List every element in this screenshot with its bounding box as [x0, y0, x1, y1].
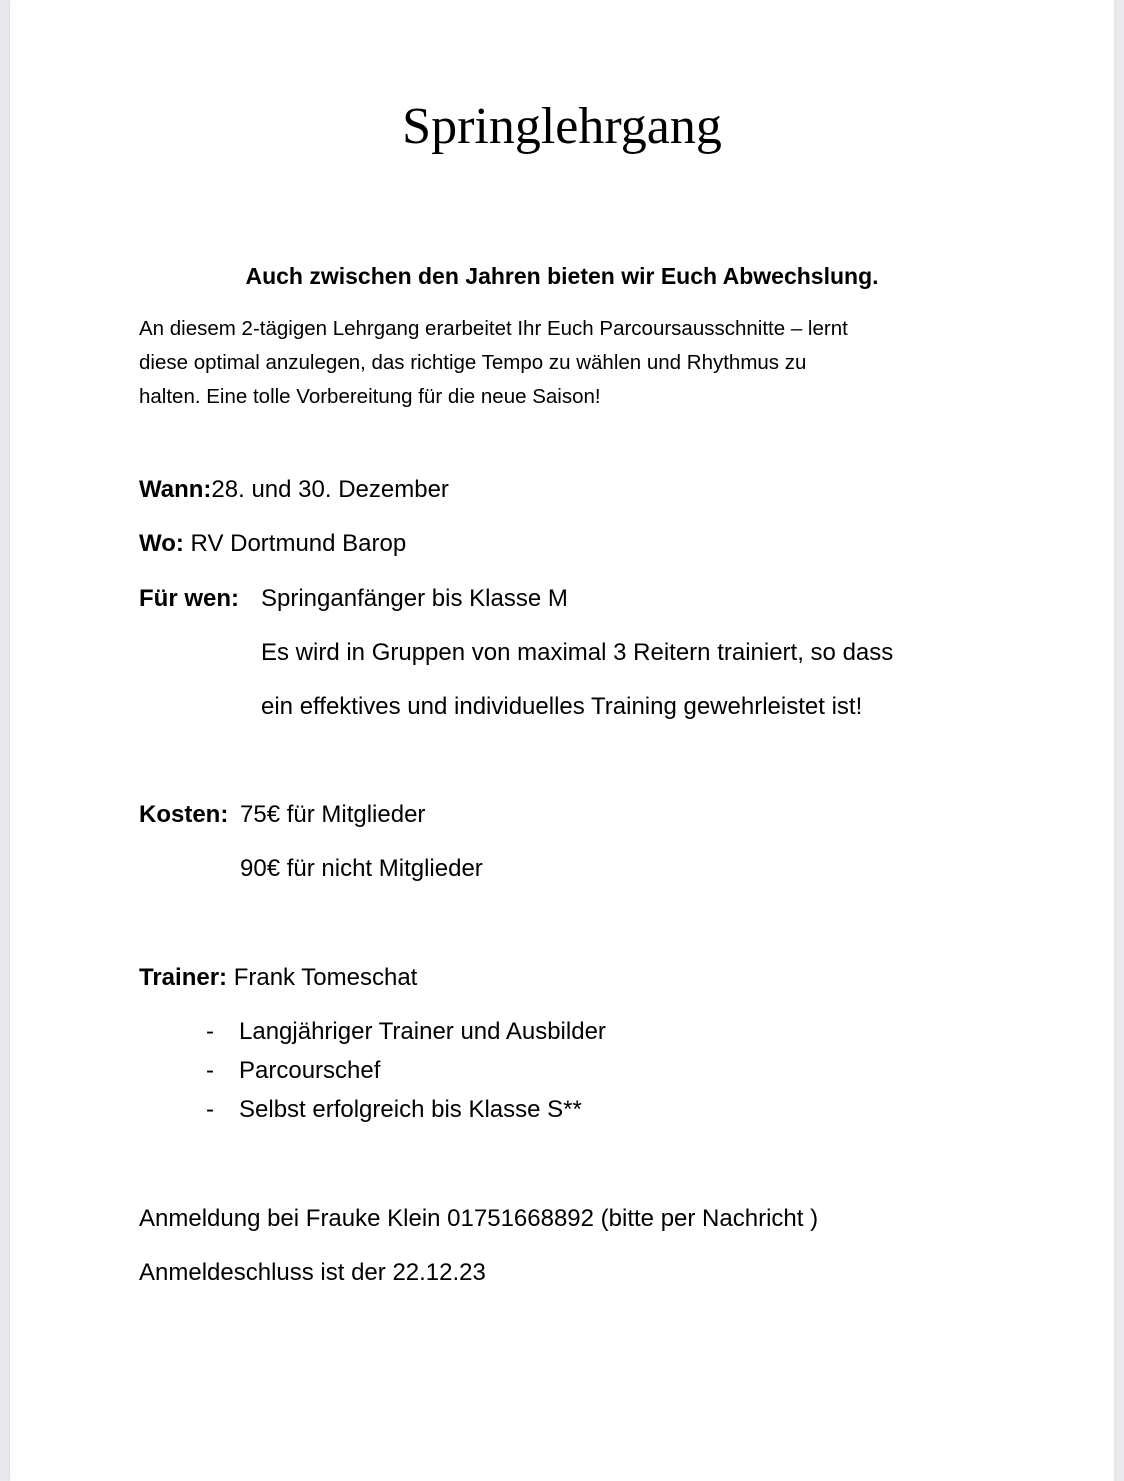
for-whom-note-line: Es wird in Gruppen von maximal 3 Reitern trainiert, so dass: [261, 639, 894, 666]
when-row: [139, 473, 449, 507]
document-page: [10, 0, 1114, 1481]
list-item: [206, 1054, 380, 1088]
when-value: 28. und 30. Dezember: [211, 476, 449, 503]
for-whom-label: Für wen:: [139, 585, 239, 612]
deadline-text: Anmeldeschluss ist der 22.12.23: [139, 1259, 486, 1286]
costs-row: [139, 798, 228, 832]
subtitle: Auch zwischen den Jahren bieten wir Euch Abwechslung.: [245, 263, 879, 289]
intro-paragraph: [139, 312, 848, 414]
where-row: [139, 527, 406, 561]
where-value: RV Dortmund Barop: [183, 530, 407, 557]
for-whom-row: [139, 582, 239, 616]
costs-non-members: 90€ für nicht Mitglieder: [240, 855, 483, 882]
when-label: Wann:: [139, 476, 212, 503]
for-whom-value: Springanfänger bis Klasse M: [261, 585, 568, 612]
costs-members: 75€ für Mitglieder: [240, 801, 426, 828]
trainer-label: Trainer:: [139, 964, 228, 991]
list-item-text: Selbst erfolgreich bis Klasse S**: [239, 1096, 582, 1123]
for-whom-note-line: ein effektives und individuelles Training gewehrleistet ist!: [261, 693, 863, 720]
bullet-dash: -: [206, 1018, 214, 1045]
where-label: Wo:: [139, 530, 184, 557]
bullet-dash: -: [206, 1057, 214, 1084]
registration-text: Anmeldung bei Frauke Klein 01751668892 (bitte per Nachricht ): [139, 1205, 819, 1232]
page-title: Springlehrgang: [402, 98, 722, 155]
list-item-text: Parcourschef: [239, 1057, 381, 1084]
intro-line: An diesem 2-tägigen Lehrgang erarbeitet Ihr Euch Parcoursausschnitte – lernt: [139, 317, 848, 340]
list-item: [206, 1093, 582, 1127]
intro-line: halten. Eine tolle Vorbereitung für die neue Saison!: [139, 385, 601, 408]
list-item-text: Langjähriger Trainer und Ausbilder: [239, 1018, 606, 1045]
intro-line: diese optimal anzulegen, das richtige Tempo zu wählen und Rhythmus zu: [139, 351, 807, 374]
bullet-dash: -: [206, 1096, 214, 1123]
trainer-name: Frank Tomeschat: [227, 964, 418, 991]
costs-label: Kosten:: [139, 801, 229, 828]
list-item: [206, 1015, 606, 1049]
trainer-row: [139, 961, 417, 995]
